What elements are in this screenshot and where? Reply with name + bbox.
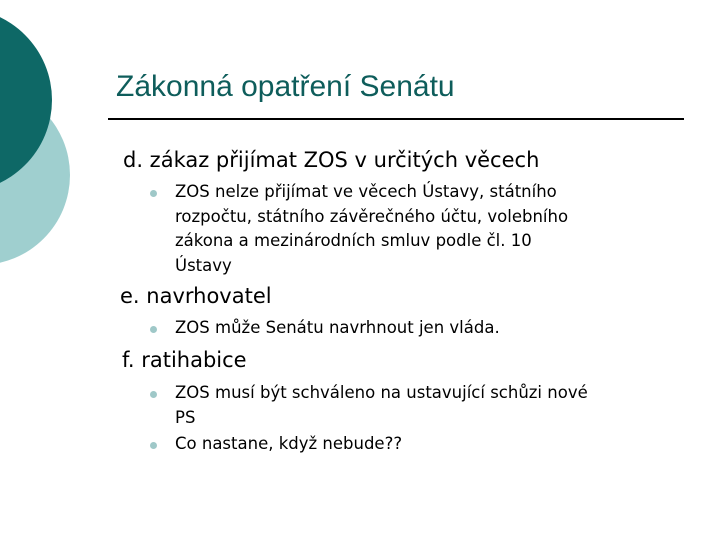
bullet-line: ZOS musí být schváleno na ustavující schůzi nové	[175, 383, 588, 402]
bullet-line: Ústavy	[175, 255, 232, 275]
bullet-line: ZOS může Senátu navrhnout jen vláda.	[175, 318, 500, 337]
bullet-line: ZOS nelze přijímat ve věcech Ústavy, státního	[175, 182, 557, 201]
bullet-dot-icon	[150, 442, 157, 449]
bullet-text	[175, 432, 402, 457]
bullet-dot-icon	[150, 326, 157, 333]
section-heading-e: e. navrhovatel	[120, 284, 272, 308]
bullet-line: Co nastane, když nebude??	[175, 434, 403, 453]
title-divider	[108, 118, 684, 120]
slide-title: Zákonná opatření Senátu	[116, 70, 455, 103]
bullet-line: rozpočtu, státního závěrečného účtu, volebního	[175, 206, 569, 226]
bullet-line: zákona a mezinárodních smluv podle čl. 10	[175, 231, 532, 250]
decorative-circles	[0, 0, 80, 300]
bullet-line: PS	[175, 407, 196, 427]
bullet-dot-icon	[150, 190, 157, 197]
section-heading-f: f. ratihabice	[122, 348, 247, 372]
bullet-text	[175, 316, 500, 341]
bullet-text	[175, 180, 568, 278]
bullet-dot-icon	[150, 391, 157, 398]
section-heading-d: d. zákaz přijímat ZOS v určitých věcech	[123, 148, 540, 172]
bullet-text	[175, 381, 588, 430]
